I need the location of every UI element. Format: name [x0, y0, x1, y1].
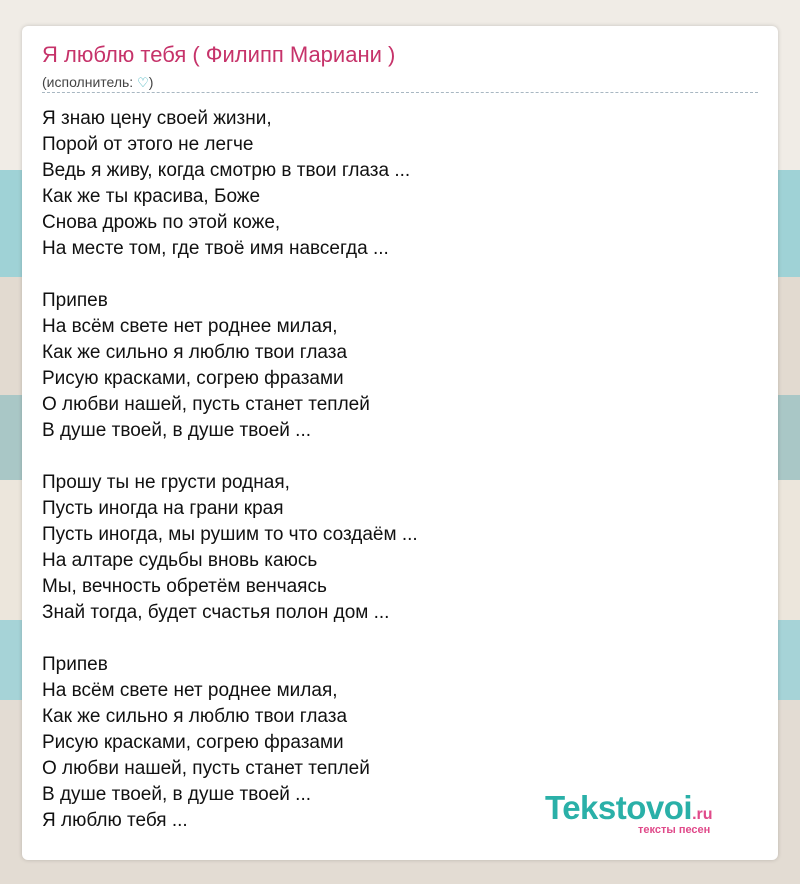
lyric-line: Рисую красками, согрею фразами — [42, 368, 344, 389]
artist-link-heart-icon[interactable]: ♡ — [137, 75, 149, 90]
lyric-line: Рисую красками, согрею фразами — [42, 732, 344, 753]
lyrics-text — [42, 106, 418, 834]
lyric-line: Снова дрожь по этой коже, — [42, 212, 281, 233]
lyric-line: В душе твоей, в душе твоей ... — [42, 784, 312, 805]
lyric-line: В душе твоей, в душе твоей ... — [42, 420, 312, 441]
lyric-line — [42, 626, 418, 652]
lyric-line: Как же ты красива, Боже — [42, 186, 261, 207]
lyric-line: На алтаре судьбы вновь каюсь — [42, 550, 318, 571]
lyric-line: Пусть иногда, мы рушим то что создаём ... — [42, 524, 418, 545]
lyric-line: Я знаю цену своей жизни, — [42, 108, 272, 129]
artist-line — [42, 74, 153, 91]
lyric-line: Припев — [42, 654, 108, 675]
lyric-line: Как же сильно я люблю твои глаза — [42, 342, 348, 363]
lyrics-card — [22, 26, 778, 860]
lyric-line: Мы, вечность обретём венчаясь — [42, 576, 327, 597]
title-divider — [42, 92, 758, 93]
lyric-line: О любви нашей, пусть станет теплей — [42, 394, 370, 415]
logo-text: Tekstovoi — [545, 789, 693, 826]
lyric-line: Порой от этого не легче — [42, 134, 254, 155]
lyric-line — [42, 444, 418, 470]
lyric-line: Как же сильно я люблю твои глаза — [42, 706, 348, 727]
song-title: Я люблю тебя ( Филипп Мариани ) — [42, 42, 396, 67]
artist-suffix: ) — [148, 74, 154, 90]
artist-prefix: (исполнитель: — [42, 74, 138, 90]
lyric-line: На месте том, где твоё имя навсегда ... — [42, 238, 389, 259]
lyric-line: На всём свете нет роднее милая, — [42, 316, 338, 337]
lyric-line: О любви нашей, пусть станет теплей — [42, 758, 370, 779]
lyric-line: Ведь я живу, когда смотрю в твои глаза ... — [42, 160, 411, 181]
lyric-line: Прошу ты не грусти родная, — [42, 472, 290, 493]
logo-domain: .ru — [692, 806, 713, 823]
logo-tagline: тексты песен — [638, 824, 711, 836]
lyric-line: Припев — [42, 290, 108, 311]
lyric-line: Знай тогда, будет счастья полон дом ... — [42, 602, 390, 623]
lyric-line: Пусть иногда на грани края — [42, 498, 284, 519]
lyric-line: Я люблю тебя ... — [42, 810, 188, 831]
lyric-line — [42, 262, 418, 288]
lyric-line: На всём свете нет роднее милая, — [42, 680, 338, 701]
